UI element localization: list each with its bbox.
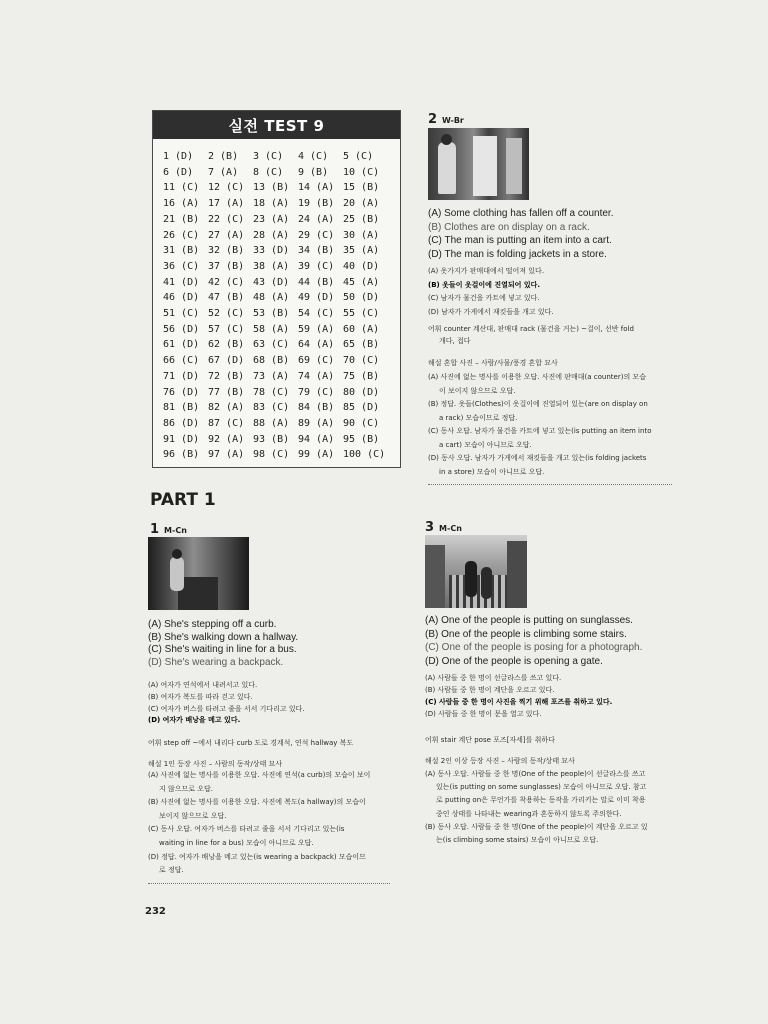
- answer-key-cell: 41 (D): [163, 276, 200, 288]
- q2-explanation-line: (A) 사진에 없는 명사를 이용한 오답. 사진에 판매대(a counter)의 모습: [428, 373, 646, 381]
- answer-key-cell: 50 (D): [343, 292, 380, 304]
- answer-key-cell: 94 (A): [298, 433, 335, 445]
- q1-option: (D) She's wearing a backpack.: [148, 656, 284, 668]
- answer-key-cell: 4 (C): [298, 151, 329, 162]
- answer-key-cell: 84 (B): [298, 402, 335, 414]
- q2-explanation-line: (B) 정답. 옷들(Clothes)이 옷걸이에 진열되어 있는(are on display on: [428, 400, 648, 408]
- q2-explanation-line: a rack) 모습이므로 정답.: [439, 413, 518, 422]
- answer-key-cell: 34 (B): [298, 245, 335, 257]
- answer-key-cell: 85 (D): [343, 402, 380, 414]
- q3-speaker: M-Cn: [439, 524, 462, 533]
- q2-translation: (C) 남자가 물건을 카트에 넣고 있다.: [428, 294, 540, 302]
- answer-key-cell: 69 (C): [298, 355, 335, 367]
- answer-key-cell: 3 (C): [253, 151, 284, 162]
- answer-key-cell: 10 (C): [343, 166, 380, 178]
- answer-key-cell: 70 (C): [343, 355, 380, 367]
- answer-key-cell: 7 (A): [208, 166, 239, 178]
- answer-key-cell: 18 (A): [253, 198, 290, 210]
- answer-key-cell: 93 (B): [253, 433, 290, 445]
- answer-key-cell: 54 (C): [298, 308, 335, 320]
- q3-explanation-title: 해설 2인 이상 등장 사진 – 사람의 동작/상태 묘사: [425, 757, 575, 765]
- answer-key-cell: 89 (A): [298, 417, 335, 429]
- answer-key-cell: 25 (B): [343, 213, 380, 225]
- q1-explanation-line: 지 않으므로 오답.: [159, 784, 214, 793]
- answer-key-cell: 99 (A): [298, 449, 335, 461]
- q3-explanation-line: 중인 상태를 나타내는 wearing과 혼동하지 않도록 주의한다.: [436, 809, 622, 818]
- q2-explanation-line: 이 보이지 않으므로 오답.: [439, 386, 516, 395]
- answer-key-cell: 75 (B): [343, 370, 380, 382]
- page-number: 232: [145, 906, 166, 917]
- q2-photo: [428, 128, 529, 200]
- q1-explanation-line: waiting in line for a bus) 모습이 아니므로 오답.: [159, 839, 314, 847]
- q3-translation: (B) 사람들 중 한 명이 계단을 오르고 있다.: [425, 686, 555, 694]
- q1-number: 1: [150, 522, 160, 537]
- q3-translation: (D) 사람들 중 한 명이 문을 열고 있다.: [425, 710, 542, 718]
- answer-key-cell: 66 (C): [163, 355, 200, 367]
- answer-key-title: 실전 TEST 9: [153, 111, 400, 139]
- q2-vocab: 어휘 counter 계산대, 판매대 rack (물건을 거는) ~걸이, 선반 fold: [428, 325, 634, 333]
- q1-translation: (B) 여자가 복도를 따라 걷고 있다.: [148, 692, 253, 701]
- answer-key-cell: 52 (C): [208, 308, 245, 320]
- q1-option: (A) She's stepping off a curb.: [148, 619, 277, 630]
- answer-key-cell: 30 (A): [343, 229, 380, 241]
- q1-option: (B) She's walking down a hallway.: [148, 631, 299, 643]
- q2-explanation-line: (C) 동사 오답. 남자가 물건을 카트에 넣고 있는(is putting an item into: [428, 427, 652, 435]
- q2-explanation-title: 해설 혼합 사진 – 사람/사물/풍경 혼합 묘사: [428, 359, 558, 367]
- answer-key-cell: 5 (C): [343, 151, 374, 162]
- answer-key-cell: 53 (B): [253, 308, 290, 320]
- answer-key-cell: 42 (C): [208, 276, 245, 288]
- answer-key-cell: 11 (C): [163, 182, 200, 194]
- answer-key-cell: 92 (A): [208, 433, 245, 445]
- answer-key-cell: 73 (A): [253, 370, 290, 382]
- answer-key-cell: 20 (A): [343, 198, 380, 210]
- answer-key-cell: 83 (C): [253, 402, 290, 414]
- q1-option: (C) She's waiting in line for a bus.: [148, 644, 297, 655]
- answer-key-cell: 28 (A): [253, 229, 290, 241]
- answer-key-cell: 82 (A): [208, 402, 245, 414]
- answer-key-cell: 8 (C): [253, 166, 284, 178]
- q3-explanation-line: (A) 동사 오답. 사람들 중 한 명(One of the people)이 선글라스를 쓰고: [425, 770, 646, 778]
- q3-option: (B) One of the people is climbing some stairs.: [425, 628, 627, 640]
- q3-option: (C) One of the people is posing for a photograph.: [425, 642, 643, 653]
- q3-explanation-line: 로 putting on은 무언가를 착용하는 동작을 가리키는 말로 이미 착용: [436, 796, 646, 805]
- q3-option: (A) One of the people is putting on sunglasses.: [425, 615, 633, 626]
- answer-key-cell: 48 (A): [253, 292, 290, 304]
- q2-option: (B) Clothes are on display on a rack.: [428, 221, 590, 233]
- answer-key-cell: 33 (D): [253, 245, 290, 257]
- answer-key-cell: 77 (B): [208, 386, 245, 398]
- answer-key-cell: 65 (B): [343, 339, 380, 351]
- q1-translation: (A) 여자가 연석에서 내려서고 있다.: [148, 681, 258, 689]
- answer-key-cell: 23 (A): [253, 213, 290, 225]
- q2-translation: (B) 옷들이 옷걸이에 진열되어 있다.: [428, 280, 541, 289]
- answer-key-cell: 38 (A): [253, 260, 290, 272]
- answer-key-cell: 19 (B): [298, 198, 335, 210]
- answer-key-cell: 71 (D): [163, 370, 200, 382]
- answer-key-cell: 47 (B): [208, 292, 245, 304]
- answer-key-cell: 58 (A): [253, 323, 290, 335]
- q2-option: (A) Some clothing has fallen off a counter.: [428, 208, 614, 219]
- q2-option: (D) The man is folding jackets in a store.: [428, 248, 607, 260]
- answer-key-cell: 68 (B): [253, 355, 290, 367]
- q3-explanation-line: 있는(is putting on some sunglasses) 모습이 아니므로 오답. 참고: [436, 783, 647, 792]
- answer-key-cell: 9 (B): [298, 166, 329, 178]
- q3-explanation-line: 는(is climbing some stairs) 모습이 아니므로 오답.: [436, 836, 599, 844]
- q2-translation: (D) 남자가 가게에서 재킷들을 개고 있다.: [428, 307, 554, 316]
- answer-key-cell: 95 (B): [343, 433, 380, 445]
- answer-key-cell: 78 (C): [253, 386, 290, 398]
- answer-key-cell: 72 (B): [208, 370, 245, 382]
- q1-translation: (D) 여자가 배낭을 메고 있다.: [148, 716, 241, 725]
- answer-key-cell: 51 (C): [163, 308, 200, 320]
- q1-explanation-line: (C) 동사 오답. 여자가 버스를 타려고 줄을 서서 기다리고 있는(is: [148, 825, 345, 834]
- answer-key-cell: 76 (D): [163, 386, 200, 398]
- answer-key-cell: 60 (A): [343, 323, 380, 335]
- answer-key-cell: 91 (D): [163, 433, 200, 445]
- answer-key-cell: 59 (A): [298, 323, 335, 335]
- answer-key-cell: 56 (D): [163, 323, 200, 335]
- answer-key-cell: 36 (C): [163, 260, 200, 272]
- answer-key-cell: 74 (A): [298, 370, 335, 382]
- answer-key-cell: 2 (B): [208, 151, 239, 162]
- q3-photo: [425, 535, 527, 608]
- answer-key-cell: 64 (A): [298, 339, 335, 351]
- q2-vocab-cont: 개다, 접다: [439, 337, 471, 345]
- q3-header: [425, 516, 462, 535]
- answer-key-cell: 12 (C): [208, 182, 245, 194]
- answer-key-cell: 44 (B): [298, 276, 335, 288]
- q2-translation: (A) 옷가지가 판매대에서 떨어져 있다.: [428, 267, 545, 275]
- q3-translation: (C) 사람들 중 한 명이 사진을 찍기 위해 포즈를 취하고 있다.: [425, 698, 613, 706]
- answer-key-cell: 27 (A): [208, 229, 245, 241]
- answer-key-cell: 90 (C): [343, 417, 380, 429]
- answer-key-cell: 62 (B): [208, 339, 245, 351]
- answer-key-cell: 31 (B): [163, 245, 200, 257]
- q2-option: (C) The man is putting an item into a cart.: [428, 235, 612, 246]
- answer-key-cell: 55 (C): [343, 308, 380, 320]
- q2-header: [428, 108, 464, 127]
- q3-explanation-line: (B) 동사 오답. 사람들 중 한 명(One of the people)이 계단을 오르고 있: [425, 822, 648, 831]
- answer-key-cell: 6 (D): [163, 166, 194, 178]
- q1-explanation-line: 보이지 않으므로 오답.: [159, 811, 227, 820]
- q1-explanation-line: (A) 사진에 없는 명사를 이용한 오답. 사진에 연석(a curb)의 모습이 보이: [148, 771, 371, 779]
- q1-explanation-line: (D) 정답. 여자가 배낭을 메고 있는(is wearing a backpack) 모습이므: [148, 852, 366, 861]
- answer-key-cell: 24 (A): [298, 213, 335, 225]
- answer-key-cell: 67 (D): [208, 355, 245, 367]
- divider: [428, 484, 672, 485]
- answer-key-cell: 16 (A): [163, 198, 200, 210]
- q2-explanation-line: a cart) 모습이 아니므로 오답.: [439, 440, 532, 449]
- answer-key-cell: 39 (C): [298, 260, 335, 272]
- q3-option: (D) One of the people is opening a gate.: [425, 655, 603, 667]
- q2-number: 2: [428, 112, 438, 127]
- answer-key-cell: 37 (B): [208, 260, 245, 272]
- answer-key-cell: 49 (D): [298, 292, 335, 304]
- answer-key-cell: 43 (D): [253, 276, 290, 288]
- answer-key-cell: 57 (C): [208, 323, 245, 335]
- q3-translation: (A) 사람들 중 한 명이 선글라스를 쓰고 있다.: [425, 674, 562, 682]
- q1-photo: [148, 537, 249, 610]
- q1-vocab: 어휘 step off ~에서 내리다 curb 도로 경계석, 연석 hallway 복도: [148, 739, 354, 747]
- answer-key-cell: 80 (D): [343, 386, 380, 398]
- answer-key-cell: 40 (D): [343, 260, 380, 272]
- answer-key-cell: 32 (B): [208, 245, 245, 257]
- answer-key-cell: 29 (C): [298, 229, 335, 241]
- answer-key-cell: 14 (A): [298, 182, 335, 194]
- answer-key-cell: 26 (C): [163, 229, 200, 241]
- answer-key-table: [152, 110, 401, 468]
- answer-key-cell: 35 (A): [343, 245, 380, 257]
- q1-explanation-line: (B) 사진에 없는 명사를 이용한 오답. 사진에 복도(a hallway)의 모습이: [148, 798, 366, 807]
- answer-key-cell: 46 (D): [163, 292, 200, 304]
- q2-explanation-line: in a store) 모습이 아니므로 오답.: [439, 467, 545, 476]
- q1-explanation-title: 해설 1인 등장 사진 – 사람의 동작/상태 묘사: [148, 760, 283, 768]
- answer-key-cell: 1 (D): [163, 151, 194, 162]
- answer-key-cell: 98 (C): [253, 449, 290, 461]
- q2-speaker: W-Br: [442, 116, 464, 125]
- answer-key-cell: 86 (D): [163, 417, 200, 429]
- answer-key-cell: 87 (C): [208, 417, 245, 429]
- answer-key-cell: 22 (C): [208, 213, 245, 225]
- divider: [148, 883, 390, 884]
- answer-key-grid: [163, 149, 391, 463]
- answer-key-cell: 79 (C): [298, 386, 335, 398]
- q3-vocab: 어휘 stair 계단 pose 포즈[자세]를 취하다: [425, 736, 555, 744]
- q3-number: 3: [425, 520, 435, 535]
- answer-key-cell: 17 (A): [208, 198, 245, 210]
- q1-speaker: M-Cn: [164, 526, 187, 535]
- part-title: PART 1: [150, 490, 216, 510]
- answer-key-cell: 63 (C): [253, 339, 290, 351]
- answer-key-cell: 88 (A): [253, 417, 290, 429]
- q2-explanation-line: (D) 동사 오답. 남자가 가게에서 재킷들을 개고 있는(is folding jackets: [428, 454, 647, 462]
- q1-translation: (C) 여자가 버스를 타려고 줄을 서서 기다리고 있다.: [148, 704, 305, 713]
- answer-key-cell: 15 (B): [343, 182, 380, 194]
- answer-key-cell: 96 (B): [163, 449, 200, 461]
- answer-key-cell: 21 (B): [163, 213, 200, 225]
- q1-header: [150, 518, 187, 537]
- q1-explanation-line: 로 정답.: [159, 866, 184, 875]
- answer-key-cell: 97 (A): [208, 449, 245, 461]
- answer-key-cell: 45 (A): [343, 276, 380, 288]
- answer-key-cell: 100 (C): [343, 449, 386, 461]
- answer-key-cell: 13 (B): [253, 182, 290, 194]
- answer-key-cell: 81 (B): [163, 402, 200, 414]
- answer-key-cell: 61 (D): [163, 339, 200, 351]
